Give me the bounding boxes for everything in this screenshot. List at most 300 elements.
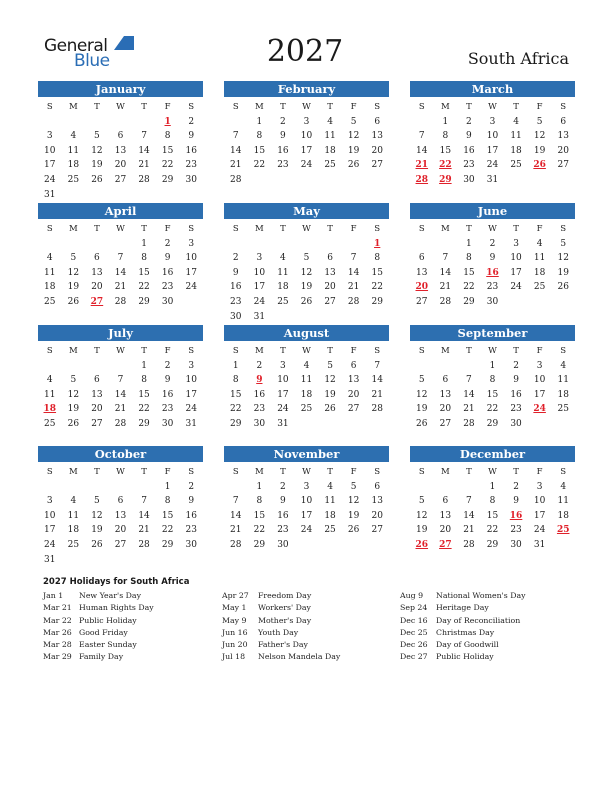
day-cell: 10	[300, 496, 313, 507]
weekday-label: M	[440, 346, 450, 356]
weekday-label: S	[232, 224, 239, 234]
weekday-label: S	[560, 224, 567, 234]
holiday-entry	[400, 603, 580, 615]
day-cell: 3	[489, 116, 496, 127]
day-cell: 19	[347, 510, 360, 521]
holiday-name: New Year's Day	[79, 591, 141, 600]
day-cell: 12	[347, 131, 360, 142]
day-cell: 5	[70, 253, 77, 264]
day-cell: 10	[533, 496, 546, 507]
weekday-label: S	[188, 102, 195, 112]
day-cell: 14	[230, 510, 242, 521]
day-cell: 28	[114, 296, 127, 307]
day-cell: 23	[510, 525, 522, 536]
weekday-label: S	[188, 467, 195, 477]
holiday-entry	[400, 628, 580, 640]
day-cell: 14	[138, 145, 150, 156]
holiday-day-cell: 18	[43, 404, 57, 415]
day-cell: 14	[371, 375, 383, 386]
holiday-day-cell: 22	[439, 160, 452, 171]
day-cell: 1	[256, 481, 263, 492]
day-cell: 22	[486, 525, 499, 536]
weekday-label: F	[536, 102, 543, 112]
day-cell: 17	[253, 282, 266, 293]
day-cell: 14	[347, 267, 360, 278]
day-cell: 9	[489, 253, 496, 264]
weekday-label: T	[466, 467, 472, 477]
empty-day-cell	[410, 359, 434, 374]
day-cell: 7	[232, 131, 239, 142]
day-cell: 14	[439, 267, 452, 278]
day-cell: 14	[463, 510, 475, 521]
weekday-label: S	[188, 346, 195, 356]
holiday-name: Human Rights Day	[79, 603, 154, 613]
weekday-label: S	[374, 102, 381, 112]
empty-day-cell	[62, 480, 86, 495]
holiday-name: National Women's Day	[436, 591, 526, 600]
day-cell: 3	[256, 253, 263, 264]
holiday-name: Freedom Day	[258, 591, 312, 600]
holiday-date: May 9	[222, 615, 247, 625]
day-cell: 28	[138, 539, 150, 550]
day-cell: 27	[371, 525, 383, 536]
day-cell: 21	[230, 525, 242, 536]
weekday-label: T	[141, 346, 147, 356]
day-cell: 17	[185, 389, 197, 400]
day-cell: 25	[324, 525, 336, 536]
month-days-grid	[410, 222, 575, 310]
day-cell: 11	[533, 253, 546, 264]
weekday-label: T	[280, 467, 286, 477]
weekday-label: W	[302, 102, 311, 112]
day-cell: 6	[117, 496, 124, 507]
day-cell: 5	[350, 481, 357, 492]
day-cell: 19	[300, 282, 313, 293]
day-cell: 19	[324, 389, 336, 400]
day-cell: 7	[141, 131, 147, 142]
day-cell: 4	[70, 496, 77, 507]
weekday-label: S	[418, 467, 425, 477]
day-cell: 29	[161, 539, 174, 550]
day-cell: 22	[230, 404, 242, 415]
day-cell: 7	[232, 496, 239, 507]
empty-day-cell	[248, 237, 272, 252]
day-cell: 6	[117, 131, 124, 142]
day-cell: 26	[67, 296, 80, 307]
day-cell: 19	[416, 525, 428, 536]
day-cell: 27	[91, 418, 103, 429]
holiday-name: Mother's Day	[258, 615, 312, 625]
day-cell: 11	[324, 496, 336, 507]
day-cell: 23	[185, 525, 197, 536]
weekday-label: T	[513, 467, 519, 477]
holiday-entry	[400, 616, 580, 628]
day-cell: 13	[114, 510, 127, 521]
day-cell: 9	[280, 496, 286, 507]
day-cell: 21	[114, 404, 127, 415]
day-cell: 28	[463, 539, 475, 550]
day-cell: 17	[44, 160, 56, 171]
empty-day-cell	[85, 237, 109, 252]
day-cell: 7	[117, 375, 124, 386]
day-cell: 30	[463, 174, 475, 185]
weekday-label: W	[488, 102, 497, 112]
day-cell: 12	[67, 267, 80, 278]
empty-day-cell	[85, 480, 109, 495]
day-cell: 11	[557, 375, 569, 386]
day-cell: 5	[350, 116, 357, 127]
day-cell: 29	[486, 418, 499, 429]
holiday-day-cell: 26	[533, 160, 546, 171]
weekday-label: T	[327, 467, 333, 477]
day-cell: 18	[557, 389, 569, 400]
holiday-day-cell: 1	[374, 238, 381, 249]
day-cell: 15	[486, 389, 499, 400]
day-cell: 3	[280, 360, 286, 371]
month-november	[224, 446, 389, 553]
month-days-grid	[38, 100, 203, 202]
holiday-date: Mar 22	[43, 615, 72, 625]
empty-day-cell	[410, 115, 434, 130]
day-cell: 1	[164, 481, 171, 492]
day-cell: 22	[253, 525, 266, 536]
holiday-column	[222, 591, 402, 665]
holiday-entry	[222, 591, 402, 603]
weekday-label: W	[302, 224, 311, 234]
holiday-day-cell: 21	[415, 160, 429, 171]
weekday-label: S	[232, 346, 239, 356]
holiday-date: Dec 16	[400, 615, 428, 625]
weekday-label: T	[141, 224, 147, 234]
day-cell: 29	[138, 418, 150, 429]
day-cell: 16	[230, 282, 242, 293]
month-days-grid	[410, 100, 575, 188]
day-cell: 4	[46, 375, 53, 386]
day-cell: 15	[439, 145, 452, 156]
day-cell: 26	[416, 418, 428, 429]
day-cell: 14	[138, 510, 150, 521]
day-cell: 6	[418, 253, 425, 264]
day-cell: 12	[557, 253, 569, 264]
day-cell: 23	[161, 282, 174, 293]
day-cell: 23	[277, 160, 289, 171]
weekday-label: M	[440, 102, 450, 112]
day-cell: 6	[442, 496, 449, 507]
day-cell: 13	[114, 145, 127, 156]
empty-day-cell	[85, 359, 109, 374]
holiday-date: Mar 21	[43, 603, 72, 613]
month-days-grid	[224, 222, 389, 324]
day-cell: 8	[466, 253, 472, 264]
day-cell: 16	[185, 510, 197, 521]
day-cell: 23	[253, 404, 266, 415]
day-cell: 15	[138, 267, 150, 278]
day-cell: 24	[300, 160, 313, 171]
weekday-label: W	[302, 346, 311, 356]
day-cell: 11	[324, 131, 336, 142]
weekday-label: S	[46, 346, 53, 356]
day-cell: 3	[536, 481, 543, 492]
month-days-grid	[224, 344, 389, 432]
empty-day-cell	[434, 359, 458, 374]
day-cell: 2	[256, 360, 263, 371]
weekday-label: T	[466, 224, 472, 234]
weekday-label: F	[536, 467, 543, 477]
day-cell: 25	[557, 404, 569, 415]
day-cell: 23	[185, 160, 197, 171]
day-cell: 3	[303, 481, 310, 492]
day-cell: 24	[253, 296, 266, 307]
day-cell: 6	[374, 116, 381, 127]
month-header: December	[410, 446, 575, 462]
day-cell: 10	[486, 131, 499, 142]
holiday-entry	[400, 652, 580, 664]
day-cell: 10	[300, 131, 313, 142]
holiday-name: Christmas Day	[436, 627, 495, 637]
holiday-entry	[43, 603, 223, 615]
month-october	[38, 446, 203, 567]
day-cell: 6	[94, 253, 100, 264]
day-cell: 22	[486, 404, 499, 415]
day-cell: 4	[70, 131, 77, 142]
day-cell: 20	[439, 525, 452, 536]
day-cell: 2	[466, 116, 472, 127]
holiday-day-cell: 28	[415, 174, 429, 185]
day-cell: 2	[232, 253, 239, 264]
day-cell: 24	[300, 525, 313, 536]
weekday-label: M	[68, 467, 78, 477]
day-cell: 12	[324, 375, 336, 386]
day-cell: 8	[141, 253, 147, 264]
holiday-day-cell: 29	[439, 174, 452, 185]
day-cell: 31	[44, 189, 56, 200]
day-cell: 31	[486, 174, 499, 185]
day-cell: 12	[67, 389, 80, 400]
day-cell: 1	[442, 116, 449, 127]
day-cell: 17	[300, 145, 313, 156]
day-cell: 22	[371, 282, 383, 293]
holiday-name: Family Day	[79, 652, 124, 662]
day-cell: 20	[91, 282, 103, 293]
day-cell: 16	[253, 389, 266, 400]
holiday-date: Jun 20	[222, 640, 248, 650]
day-cell: 11	[44, 267, 56, 278]
day-cell: 9	[280, 131, 286, 142]
weekday-label: F	[350, 467, 357, 477]
day-cell: 15	[138, 389, 150, 400]
holiday-name: Heritage Day	[436, 603, 489, 613]
day-cell: 11	[277, 267, 289, 278]
month-may	[224, 203, 389, 324]
empty-day-cell	[457, 359, 481, 374]
holiday-date: Aug 9	[400, 591, 424, 600]
day-cell: 16	[161, 389, 174, 400]
day-cell: 28	[347, 296, 360, 307]
holiday-entry	[400, 591, 580, 603]
day-cell: 2	[513, 360, 519, 371]
day-cell: 16	[463, 145, 475, 156]
day-cell: 1	[489, 481, 496, 492]
day-cell: 8	[141, 375, 147, 386]
day-cell: 3	[303, 116, 310, 127]
day-cell: 12	[91, 510, 103, 521]
holiday-date: Jul 18	[222, 652, 246, 662]
holiday-entry	[43, 652, 223, 664]
weekday-label: T	[280, 102, 286, 112]
day-cell: 29	[230, 418, 242, 429]
day-cell: 9	[164, 375, 171, 386]
day-cell: 31	[277, 418, 289, 429]
day-cell: 9	[232, 267, 239, 278]
day-cell: 15	[463, 267, 475, 278]
holiday-entry	[222, 652, 402, 664]
weekday-label: W	[488, 346, 497, 356]
weekday-label: T	[513, 346, 519, 356]
empty-day-cell	[132, 480, 156, 495]
day-cell: 3	[46, 131, 53, 142]
weekday-label: T	[327, 224, 333, 234]
weekday-label: M	[440, 467, 450, 477]
day-cell: 24	[486, 160, 499, 171]
day-cell: 28	[371, 404, 383, 415]
empty-day-cell	[224, 480, 248, 495]
day-cell: 25	[510, 160, 522, 171]
day-cell: 5	[536, 116, 543, 127]
month-july	[38, 325, 203, 432]
day-cell: 10	[185, 253, 197, 264]
day-cell: 23	[510, 404, 522, 415]
day-cell: 5	[560, 238, 567, 249]
day-cell: 18	[67, 525, 80, 536]
day-cell: 19	[347, 145, 360, 156]
day-cell: 13	[439, 510, 452, 521]
holiday-name: Easter Sunday	[79, 640, 137, 650]
day-cell: 7	[350, 253, 357, 264]
day-cell: 15	[253, 510, 266, 521]
weekday-label: F	[164, 102, 171, 112]
day-cell: 24	[533, 525, 546, 536]
day-cell: 18	[277, 282, 289, 293]
day-cell: 30	[230, 311, 242, 322]
day-cell: 22	[161, 160, 174, 171]
day-cell: 3	[513, 238, 519, 249]
holiday-name: Public Holiday	[436, 652, 494, 662]
weekday-label: S	[46, 224, 53, 234]
day-cell: 7	[466, 375, 472, 386]
day-cell: 11	[67, 145, 80, 156]
day-cell: 5	[327, 360, 333, 371]
holidays-title: 2027 Holidays for South Africa	[43, 577, 190, 587]
day-cell: 18	[510, 145, 522, 156]
weekday-label: W	[302, 467, 311, 477]
day-cell: 20	[557, 145, 569, 156]
day-cell: 5	[418, 375, 425, 386]
day-cell: 26	[324, 404, 336, 415]
weekday-label: T	[513, 224, 519, 234]
day-cell: 7	[466, 496, 472, 507]
day-cell: 2	[188, 116, 195, 127]
day-cell: 27	[371, 160, 383, 171]
month-header: March	[410, 81, 575, 97]
day-cell: 1	[489, 360, 496, 371]
empty-day-cell	[38, 115, 62, 130]
day-cell: 10	[253, 267, 266, 278]
day-cell: 4	[303, 360, 310, 371]
day-cell: 27	[347, 404, 360, 415]
day-cell: 7	[117, 253, 124, 264]
day-cell: 13	[347, 375, 360, 386]
weekday-label: T	[94, 224, 100, 234]
day-cell: 29	[371, 296, 383, 307]
weekday-label: F	[164, 467, 171, 477]
day-cell: 11	[300, 375, 313, 386]
empty-day-cell	[434, 480, 458, 495]
holiday-entry	[222, 628, 402, 640]
day-cell: 25	[300, 404, 313, 415]
day-cell: 28	[230, 174, 242, 185]
day-cell: 21	[463, 404, 475, 415]
day-cell: 5	[70, 375, 77, 386]
day-cell: 4	[560, 481, 567, 492]
day-cell: 10	[44, 145, 56, 156]
day-cell: 6	[374, 481, 381, 492]
day-cell: 18	[44, 282, 56, 293]
weekday-label: M	[68, 224, 78, 234]
day-cell: 30	[510, 539, 522, 550]
day-cell: 13	[324, 267, 336, 278]
day-cell: 28	[230, 539, 242, 550]
day-cell: 5	[94, 131, 100, 142]
day-cell: 20	[371, 510, 383, 521]
holiday-entry	[222, 603, 402, 615]
day-cell: 3	[46, 496, 53, 507]
day-cell: 1	[256, 116, 263, 127]
weekday-label: S	[418, 102, 425, 112]
day-cell: 5	[303, 253, 310, 264]
day-cell: 21	[463, 525, 475, 536]
weekday-label: S	[418, 346, 425, 356]
day-cell: 15	[486, 510, 499, 521]
day-cell: 27	[557, 160, 569, 171]
day-cell: 17	[533, 389, 546, 400]
day-cell: 10	[277, 375, 289, 386]
holiday-name: Youth Day	[258, 627, 299, 637]
empty-day-cell	[109, 115, 133, 130]
day-cell: 24	[277, 404, 289, 415]
day-cell: 10	[533, 375, 546, 386]
holiday-entry	[400, 640, 580, 652]
day-cell: 2	[188, 481, 195, 492]
weekday-label: W	[488, 224, 497, 234]
day-cell: 29	[486, 539, 499, 550]
holiday-day-cell: 26	[415, 539, 429, 550]
holiday-day-cell: 27	[90, 296, 104, 307]
holiday-date: Mar 26	[43, 627, 72, 637]
holiday-entry	[43, 640, 223, 652]
weekday-label: S	[560, 346, 567, 356]
day-cell: 23	[486, 282, 499, 293]
empty-day-cell	[62, 115, 86, 130]
day-cell: 31	[185, 418, 197, 429]
day-cell: 13	[439, 389, 452, 400]
day-cell: 16	[510, 389, 522, 400]
month-january	[38, 81, 203, 202]
weekday-label: M	[254, 346, 264, 356]
day-cell: 2	[489, 238, 496, 249]
weekday-label: S	[418, 224, 425, 234]
day-cell: 12	[416, 510, 428, 521]
weekday-label: W	[116, 102, 125, 112]
